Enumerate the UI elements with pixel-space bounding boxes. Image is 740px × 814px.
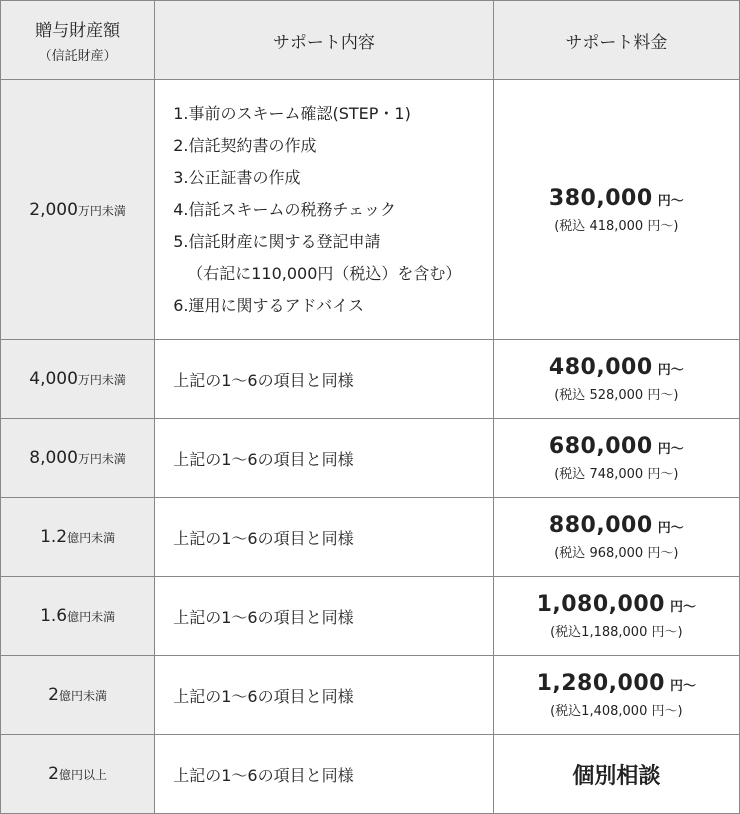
support-item-note: （右記に110,000円（税込）を含む）	[187, 263, 462, 283]
table-row	[1, 577, 740, 656]
price-line	[494, 434, 739, 459]
price-line	[494, 355, 739, 380]
price-value: 1,280,000	[536, 671, 665, 696]
price-value: 1,080,000	[536, 592, 665, 617]
tax-value: 418,000	[589, 218, 644, 234]
price-value: 880,000	[548, 513, 653, 538]
amount-unit: 億円未満	[67, 531, 116, 545]
price-value: 680,000	[548, 434, 653, 459]
amount-value: 1.6	[40, 606, 68, 626]
consult-label: 個別相談	[572, 763, 661, 789]
price-cell	[493, 498, 739, 577]
header-amount	[1, 1, 155, 80]
price-cell	[493, 340, 739, 419]
price-cell	[493, 735, 739, 814]
amount-unit: 億円以上	[59, 768, 108, 782]
tax-line	[494, 700, 739, 719]
content-cell	[155, 80, 493, 340]
amount-cell	[1, 656, 155, 735]
tax-prefix: (税込	[554, 388, 586, 403]
amount-value: 2	[48, 764, 59, 784]
content-cell: 上記の1～6の項目と同様	[155, 656, 493, 735]
price-line	[494, 186, 739, 211]
price-unit: 円～	[657, 193, 684, 209]
price-unit: 円～	[670, 679, 697, 694]
amount-cell	[1, 419, 155, 498]
price-cell	[493, 419, 739, 498]
content-cell: 上記の1～6の項目と同様	[155, 498, 493, 577]
tax-prefix: (税込	[554, 467, 586, 482]
header-content: サポート内容	[155, 1, 493, 80]
tax-prefix: (税込	[554, 546, 586, 561]
price-cell	[493, 656, 739, 735]
tax-line	[494, 542, 739, 561]
tax-line	[494, 621, 739, 640]
tax-value: 968,000	[589, 546, 644, 561]
support-item: 5.信託財産に関する登記申請	[173, 231, 381, 251]
support-item: 2.信託契約書の作成	[173, 135, 317, 155]
header-row	[1, 1, 740, 80]
tax-value: 1,188,000	[581, 625, 648, 640]
price-value: 380,000	[548, 185, 653, 211]
amount-unit: 万円未満	[77, 373, 126, 387]
amount-value: 1.2	[40, 527, 68, 547]
support-item: 3.公正証書の作成	[173, 167, 301, 187]
amount-unit: 億円未満	[67, 610, 116, 624]
tax-prefix: (税込	[554, 218, 586, 234]
tax-prefix: (税込	[550, 625, 582, 640]
tax-value: 748,000	[589, 467, 644, 482]
amount-unit: 万円未満	[77, 452, 126, 466]
amount-cell	[1, 340, 155, 419]
tax-unit: 円～)	[647, 218, 679, 234]
table-row	[1, 735, 740, 814]
support-item: 1.事前のスキーム確認(STEP・1)	[173, 103, 411, 123]
price-line	[494, 592, 739, 617]
tax-unit: 円～)	[651, 625, 683, 640]
price-unit: 円～	[657, 363, 684, 378]
content-cell: 上記の1～6の項目と同様	[155, 419, 493, 498]
price-value: 480,000	[548, 355, 653, 380]
tax-value: 528,000	[589, 388, 644, 403]
table-row	[1, 656, 740, 735]
tax-line	[494, 384, 739, 403]
amount-value: 2	[48, 685, 59, 705]
content-cell: 上記の1～6の項目と同様	[155, 577, 493, 656]
price-unit: 円～	[657, 442, 684, 457]
header-amount-title: 贈与財産額	[35, 21, 121, 41]
amount-unit: 万円未満	[77, 203, 126, 218]
header-price: サポート料金	[493, 1, 739, 80]
amount-value: 8,000	[29, 448, 78, 468]
content-cell: 上記の1～6の項目と同様	[155, 340, 493, 419]
table-row	[1, 80, 740, 340]
amount-cell	[1, 498, 155, 577]
amount-unit: 億円未満	[59, 689, 108, 703]
tax-unit: 円～)	[651, 704, 683, 719]
tax-unit: 円～)	[647, 467, 679, 482]
tax-value: 1,408,000	[581, 704, 648, 719]
amount-cell	[1, 577, 155, 656]
support-item-list	[173, 98, 492, 322]
amount-cell	[1, 735, 155, 814]
tax-unit: 円～)	[647, 388, 679, 403]
amount-value: 2,000	[29, 199, 78, 220]
tax-prefix: (税込	[550, 704, 582, 719]
price-unit: 円～	[670, 600, 697, 615]
table-row	[1, 419, 740, 498]
price-line	[494, 513, 739, 538]
amount-value: 4,000	[29, 369, 78, 389]
content-cell: 上記の1～6の項目と同様	[155, 735, 493, 814]
price-line	[494, 671, 739, 696]
table-row	[1, 340, 740, 419]
price-cell	[493, 80, 739, 340]
header-amount-subtitle: （信託財産）	[38, 49, 117, 64]
tax-unit: 円～)	[647, 546, 679, 561]
price-cell	[493, 577, 739, 656]
tax-line	[494, 215, 739, 234]
support-item: 4.信託スキームの税務チェック	[173, 199, 396, 219]
support-item: 6.運用に関するアドバイス	[173, 295, 364, 315]
table-row	[1, 498, 740, 577]
tax-line	[494, 463, 739, 482]
price-unit: 円～	[657, 521, 684, 536]
amount-cell	[1, 80, 155, 340]
